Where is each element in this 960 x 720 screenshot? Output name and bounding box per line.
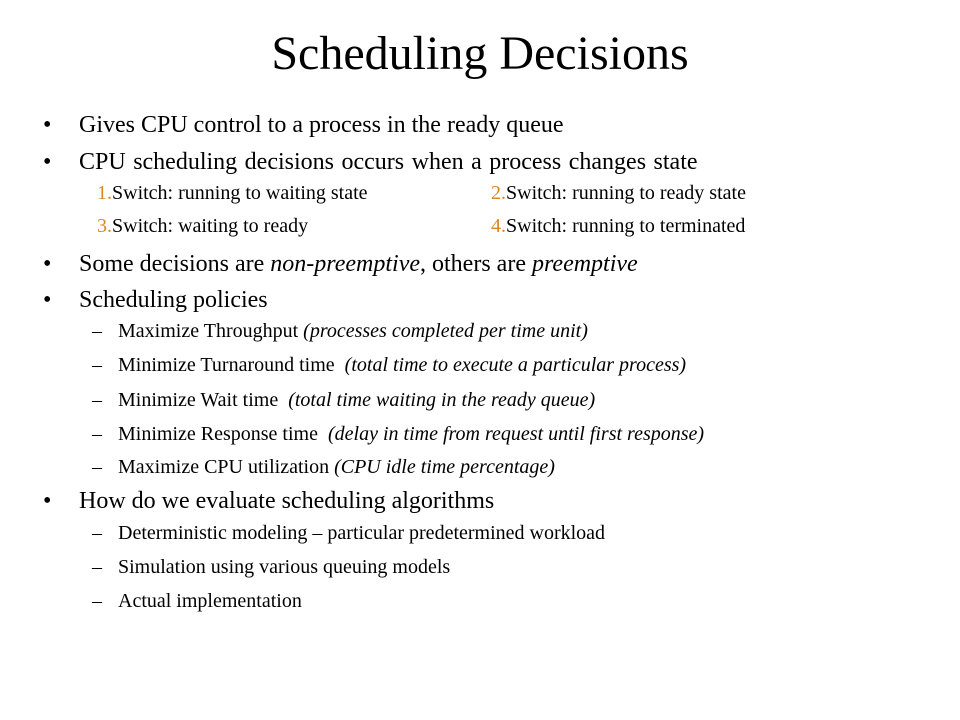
dash-glyph: –: [92, 556, 102, 578]
bullet-glyph: •: [43, 149, 52, 175]
policy-note: (processes completed per time unit): [303, 320, 588, 342]
policy-name: Minimize Wait time: [118, 389, 289, 411]
switch-number: 4.: [491, 215, 506, 237]
policy-note: (delay in time from request until first response): [327, 423, 705, 445]
dash-glyph: –: [92, 320, 102, 342]
evaluation-text: Simulation using various queuing models: [118, 556, 451, 578]
dash-glyph: –: [92, 522, 102, 544]
policy-name: Maximize Throughput: [118, 320, 304, 342]
policy-name: Minimize Turnaround time: [118, 354, 345, 376]
bullet-text: Some decisions are non-preemptive, others are preemptive: [79, 251, 638, 277]
switch-number: 2.: [491, 182, 506, 204]
switch-item: [97, 213, 308, 239]
switch-text: Switch: waiting to ready: [112, 215, 309, 237]
switch-item: [97, 180, 368, 206]
policy-note: (total time to execute a particular process): [344, 354, 687, 376]
policy-note: (CPU idle time percentage): [334, 456, 555, 478]
switch-text: Switch: running to waiting state: [112, 182, 368, 204]
policy-note: (total time waiting in the ready queue): [288, 389, 596, 411]
bullet-glyph: •: [43, 251, 52, 277]
bullet-text: Gives CPU control to a process in the ready queue: [79, 112, 564, 138]
bullet-glyph: •: [43, 488, 52, 514]
dash-glyph: –: [92, 354, 102, 376]
bullet-text: How do we evaluate scheduling algorithms: [79, 488, 495, 514]
bullet-text: CPU scheduling decisions occurs when a process changes state: [79, 149, 698, 175]
evaluation-text: Deterministic modeling – particular predetermined workload: [118, 522, 606, 544]
policy-name: Minimize Response time: [118, 423, 328, 445]
dash-glyph: –: [92, 423, 102, 445]
slide-title: Scheduling Decisions: [271, 27, 689, 80]
switch-text: Switch: running to ready state: [506, 182, 746, 204]
policy-name: Maximize CPU utilization: [118, 456, 335, 478]
dash-glyph: –: [92, 456, 102, 478]
evaluation-text: Actual implementation: [118, 590, 302, 612]
dash-glyph: –: [92, 590, 102, 612]
bullet-text: Scheduling policies: [79, 287, 268, 313]
switch-number: 3.: [97, 215, 112, 237]
switch-item: [491, 213, 745, 239]
dash-glyph: –: [92, 389, 102, 411]
switch-number: 1.: [97, 182, 112, 204]
switch-item: [491, 180, 746, 206]
switch-text: Switch: running to terminated: [506, 215, 746, 237]
bullet-glyph: •: [43, 112, 52, 138]
bullet-glyph: •: [43, 287, 52, 313]
